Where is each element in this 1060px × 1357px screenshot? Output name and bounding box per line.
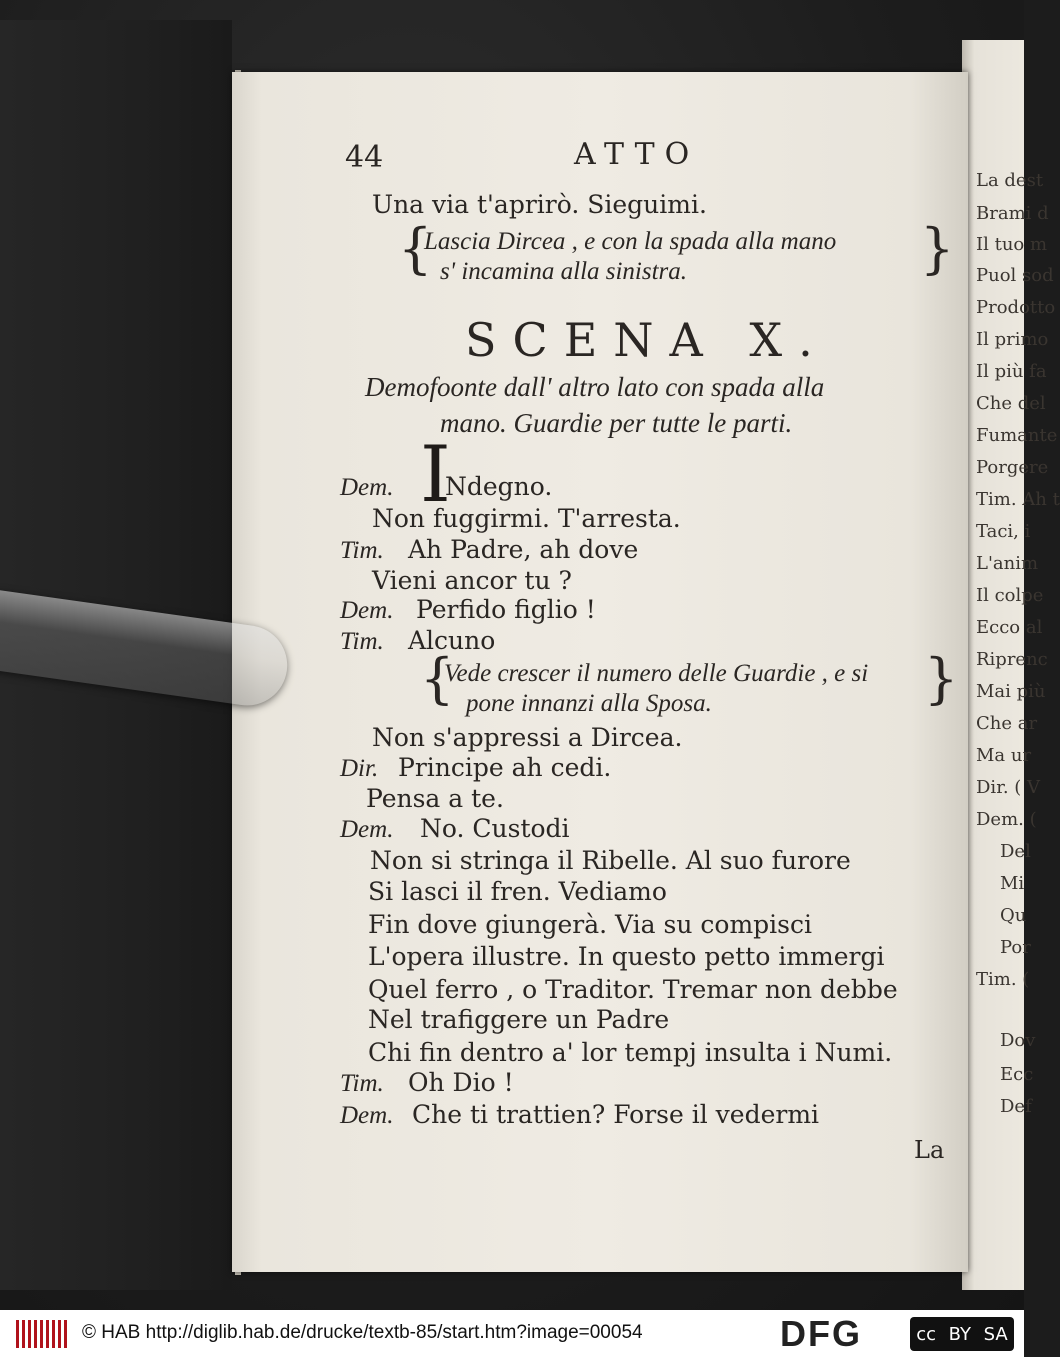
right-page-line: Tim. (: [976, 969, 1030, 990]
right-page-line: Del: [1000, 841, 1031, 862]
dialogue-text: Non fuggirmi. T'arresta.: [372, 504, 681, 533]
dialogue-text: Ndegno.: [445, 472, 553, 501]
right-page-line: Il colpe: [976, 585, 1044, 606]
right-page-line: Qu: [1000, 905, 1027, 926]
dialogue-text: L'opera illustre. In questo petto immergi: [368, 942, 885, 971]
drop-cap: I: [420, 430, 451, 520]
right-page-line: Ecco al: [976, 617, 1043, 638]
dialogue-text: Non s'appressi a Dircea.: [372, 723, 683, 752]
dialogue-text: Chi fin dentro a' lor tempj insulta i Numi.: [368, 1038, 893, 1067]
right-page-line: Brami d: [976, 203, 1049, 224]
speaker-label: Dir.: [340, 755, 379, 782]
dialogue-text: Si lasci il fren. Vediamo: [368, 877, 667, 906]
scene-heading-line: Demofoonte dall' altro lato con spada alla: [365, 372, 825, 402]
right-page-line: Il più fa: [976, 361, 1047, 382]
dialogue-text: Perfido figlio !: [416, 595, 596, 624]
text-line: Una via t'aprirò. Sieguimi.: [372, 190, 707, 219]
scene-title: SCENA X.: [465, 313, 829, 367]
dialogue-text: Quel ferro , o Traditor. Tremar non debbe: [368, 975, 898, 1004]
viewer-footer: [0, 1310, 1024, 1357]
scene-heading-line: mano. Guardie per tutte le parti.: [440, 408, 793, 438]
dfg-logo[interactable]: DFG: [780, 1313, 862, 1354]
stage-direction-line: s' incamina alla sinistra.: [440, 258, 688, 285]
dialogue-text: Vieni ancor tu ?: [372, 566, 572, 595]
catchword: La: [914, 1136, 945, 1164]
by-icon: BY: [948, 1323, 972, 1345]
right-page-line: Def: [1000, 1096, 1032, 1117]
right-page-line: La dest: [976, 170, 1044, 191]
right-page-line: Ma ur: [976, 745, 1032, 766]
dialogue-text: Alcuno: [408, 626, 496, 655]
right-page-line: Ecc: [1000, 1064, 1034, 1085]
brace-left: {: [420, 647, 455, 710]
right-page-line: Dem. (: [976, 809, 1037, 830]
speaker-label: Dem.: [340, 1102, 394, 1129]
right-page-line: Dov: [1000, 1030, 1036, 1051]
right-page-line: Il tuo m: [976, 234, 1048, 255]
page-number: 44: [345, 140, 384, 175]
right-page-line: Che del: [976, 393, 1046, 414]
speaker-label: Tim.: [340, 628, 384, 655]
right-page-line: Il primo: [976, 329, 1049, 350]
dialogue-text: Pensa a te.: [366, 784, 504, 813]
sa-icon: SA: [983, 1323, 1008, 1345]
stage-direction-line: Lascia Dircea , e con la spada alla mano: [424, 228, 837, 255]
right-page-line: Mai più: [976, 681, 1046, 702]
footer-credit[interactable]: © HAB http://diglib.hab.de/drucke/textb-85/start.htm?image=00054: [82, 1322, 643, 1343]
right-page-line: Fumante: [976, 425, 1058, 446]
speaker-label: Tim.: [340, 537, 384, 564]
speaker-label: Dem.: [340, 474, 394, 501]
right-page-line: Dir. ( V: [976, 777, 1041, 798]
running-head: ATTO: [574, 137, 700, 172]
right-page-line: Porgere: [976, 457, 1049, 478]
cc-license-badge[interactable]: [910, 1317, 1014, 1351]
brace-right: }: [920, 217, 955, 280]
stage-direction-line: pone innanzi alla Sposa.: [466, 690, 712, 717]
brace-right: }: [924, 647, 959, 710]
dialogue-text: No. Custodi: [420, 814, 570, 843]
dialogue-text: Ah Padre, ah dove: [408, 535, 639, 564]
right-page-line: Che ar: [976, 713, 1038, 734]
dialogue-text: Principe ah cedi.: [398, 753, 612, 782]
dialogue-text: Che ti trattien? Forse il vedermi: [412, 1100, 820, 1129]
right-page-line: Tim. Ah t: [976, 489, 1060, 510]
right-page-line: Taci, i: [976, 521, 1031, 542]
right-page-line: Mi: [1000, 873, 1025, 894]
right-page-line: Puol sod: [976, 265, 1054, 286]
right-page-line: Prodotto: [976, 297, 1056, 318]
right-page-line: Por: [1000, 937, 1031, 958]
dialogue-text: Fin dove giungerà. Via su compisci: [368, 910, 812, 939]
cc-icon: cc: [916, 1323, 937, 1345]
dialogue-text: Non si stringa il Ribelle. Al suo furore: [370, 846, 851, 875]
right-page-line: Riprenc: [976, 649, 1048, 670]
hab-logo-icon: [16, 1320, 68, 1348]
right-page-line: L'anim: [976, 553, 1039, 574]
dialogue-text: Nel trafiggere un Padre: [368, 1005, 670, 1034]
speaker-label: Dem.: [340, 816, 394, 843]
brace-left: {: [398, 217, 433, 280]
dialogue-text: Oh Dio !: [408, 1068, 514, 1097]
speaker-label: Tim.: [340, 1070, 384, 1097]
stage-direction-line: Vede crescer il numero delle Guardie , e si: [444, 660, 869, 687]
speaker-label: Dem.: [340, 597, 394, 624]
